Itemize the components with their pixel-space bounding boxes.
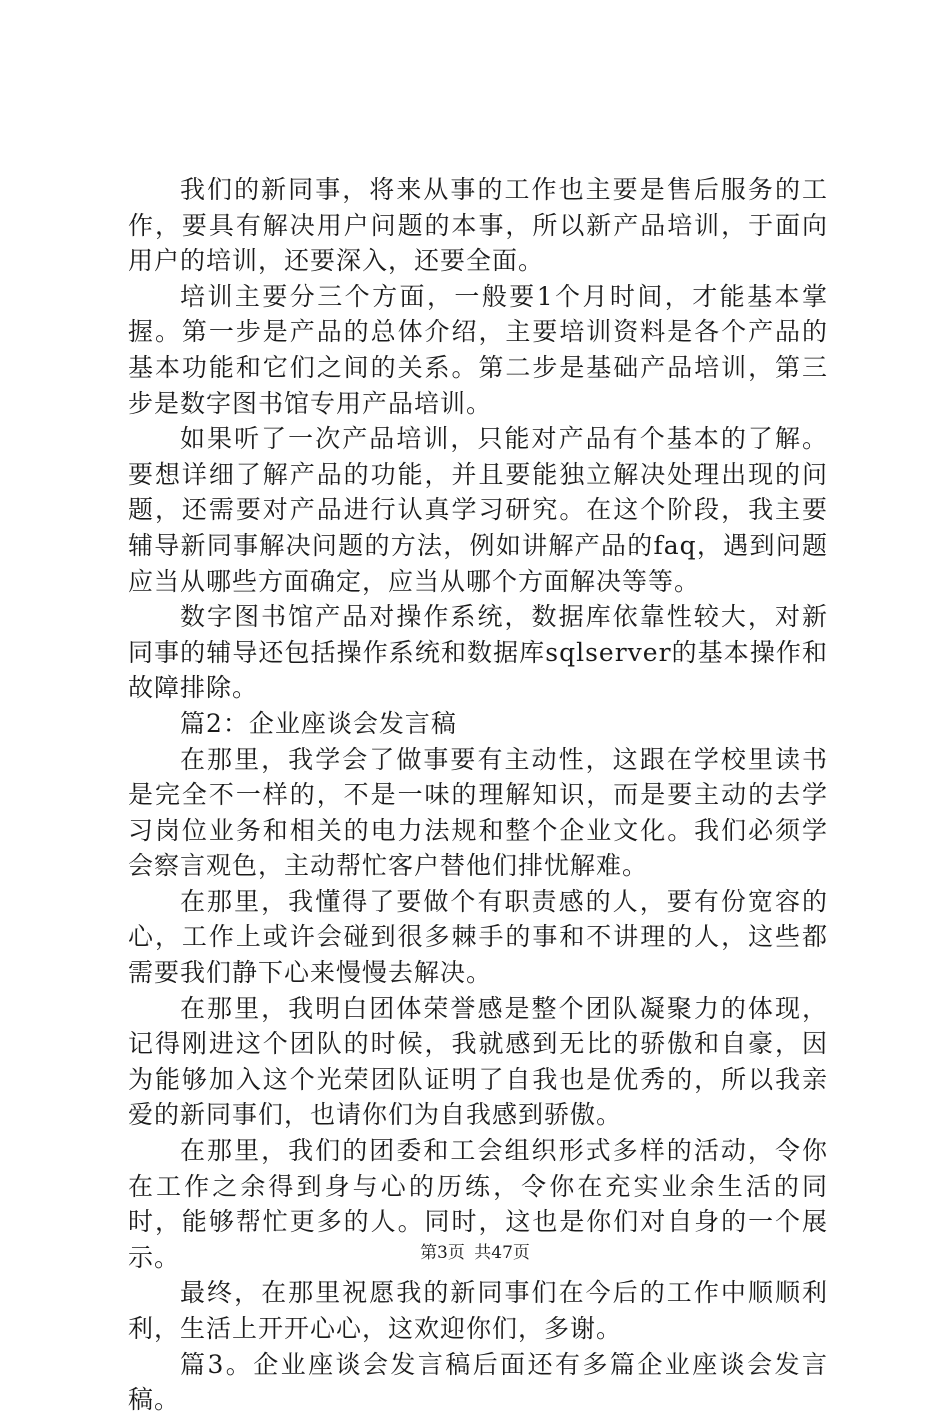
paragraph-3: 如果听了一次产品培训，只能对产品有个基本的了解。要想详细了解产品的功能，并且要能独立解决处理出现的问题，还需要对产品进行认真学习研究。在这个阶段，我主要辅导新同事解决问题的方法，例如讲解产品的faq，遇到问题应当从哪些方面确定，应当从哪个方面解决等等。 <box>128 424 828 596</box>
page-total: 共47页 <box>474 1243 530 1263</box>
paragraph-4: 数字图书馆产品对操作系统，数据库依靠性较大，对新同事的辅导还包括操作系统和数据库sqlserver的基本操作和故障排除。 <box>128 602 828 703</box>
section-heading-3: 篇3。企业座谈会发言稿后面还有多篇企业座谈会发言稿。 <box>128 1349 828 1415</box>
paragraph-1: 我们的新同事，将来从事的工作也主要是售后服务的工作，要具有解决用户问题的本事，所以新产品培训，于面向用户的培训，还要深入，还要全面。 <box>128 175 828 276</box>
section-heading-2: 篇2：企业座谈会发言稿 <box>180 708 457 738</box>
page-footer <box>0 1242 950 1264</box>
page-number: 第3页 <box>420 1243 465 1263</box>
document-body <box>128 172 828 1418</box>
paragraph-7: 在那里，我明白团体荣誉感是整个团队凝聚力的体现，记得刚进这个团队的时候，我就感到无比的骄傲和自豪，因为能够加入这个光荣团队证明了自我也是优秀的，所以我亲爱的新同事们，也请你们为自我感到骄傲。 <box>128 993 828 1130</box>
paragraph-9: 最终，在那里祝愿我的新同事们在今后的工作中顺顺利利，生活上开开心心，这欢迎你们，多谢。 <box>128 1278 828 1343</box>
paragraph-2: 培训主要分三个方面，一般要1个月时间，才能基本掌握。第一步是产品的总体介绍，主要培训资料是各个产品的基本功能和它们之间的关系。第二步是基础产品培训，第三步是数字图书馆专用产品培训。 <box>128 281 828 418</box>
paragraph-6: 在那里，我懂得了要做个有职责感的人，要有份宽容的心，工作上或许会碰到很多棘手的事和不讲理的人，这些都需要我们静下心来慢慢去解决。 <box>128 886 828 988</box>
paragraph-8: 在那里，我们的团委和工会组织形式多样的活动，令你在工作之余得到身与心的历练，令你在充实业余生活的同时，能够帮忙更多的人。同时，这也是你们对自身的一个展示。 <box>128 1136 828 1272</box>
paragraph-5: 在那里，我学会了做事要有主动性，这跟在学校里读书是完全不一样的，不是一味的理解知识，而是要主动的去学习岗位业务和相关的电力法规和整个企业文化。我们必须学会察言观色，主动帮忙客户替他们排忧解难。 <box>128 744 828 881</box>
